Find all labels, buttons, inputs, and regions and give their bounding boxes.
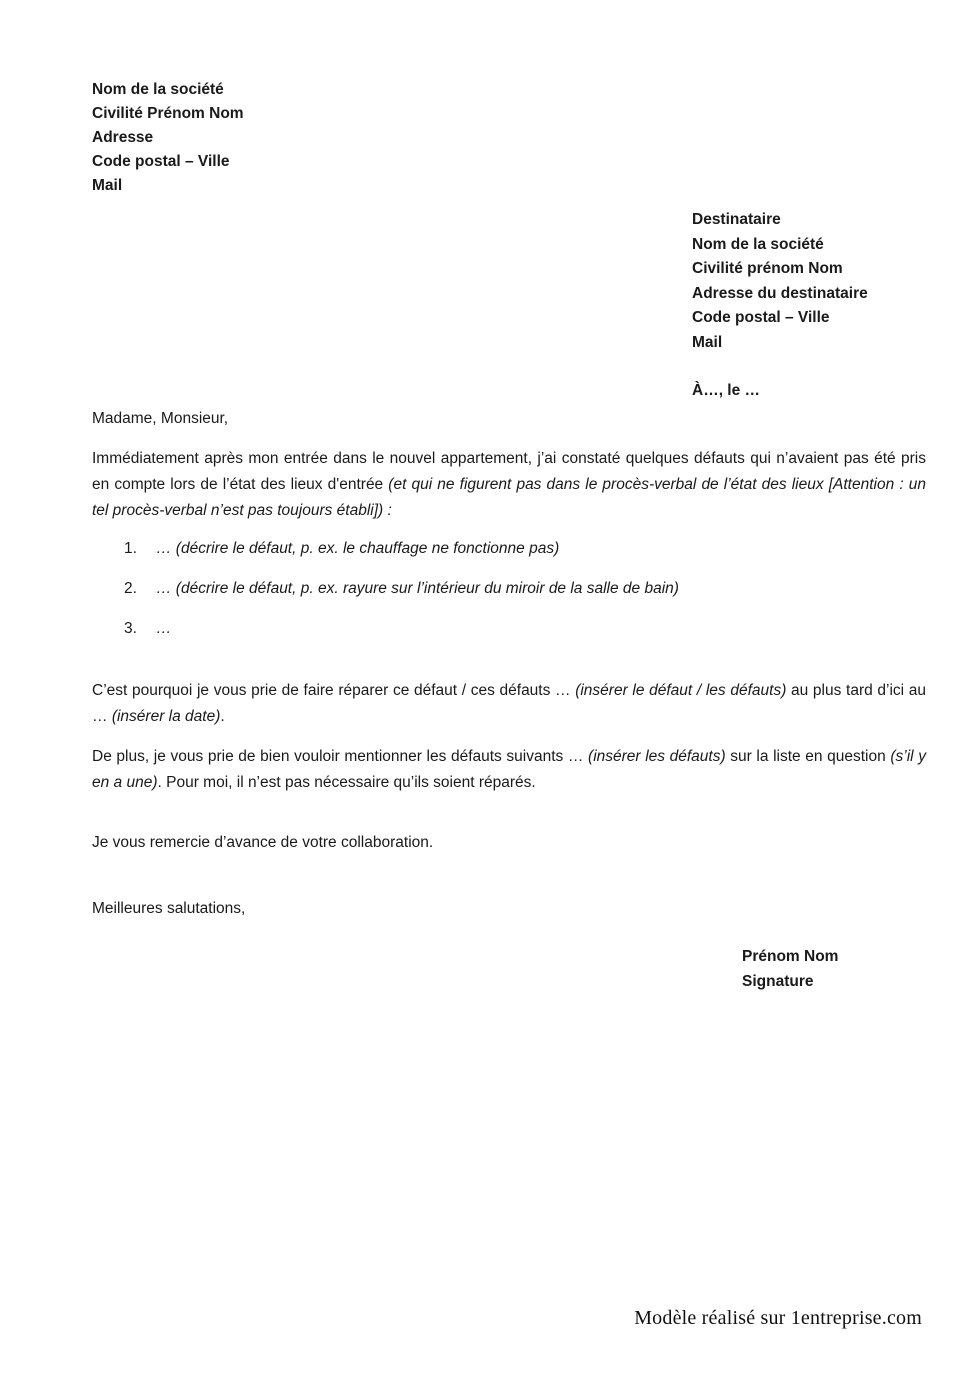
mention-plain-3: . Pour moi, il n’est pas nécessaire qu’ils soient réparés. [157,774,536,791]
place-and-date-line: À…, le … [692,382,761,399]
mention-italic-1: (insérer les défauts) [588,748,726,765]
sender-address-block [92,78,512,198]
recipient-line-company: Nom de la société [692,235,824,253]
list-item [92,536,926,562]
request-plain-1: C’est pourquoi je vous prie de faire réparer ce défaut / ces défauts … [92,682,576,699]
list-item-number: 1. [124,540,137,557]
salutation-line: Madame, Monsieur, [92,410,229,427]
recipient-line-postal-city: Code postal – Ville [692,309,830,326]
sender-line-name: Civilité Prénom Nom [92,105,244,122]
sender-line-mail: Mail [92,177,123,194]
list-item-number: 3. [124,620,137,637]
spacer [92,656,926,678]
request-italic-2: (insérer la date) [111,708,221,725]
intro-plain-text: Immédiatement après mon entrée dans le nouvel appartement, j’ai constaté quelques défauts qui n’avaient pas été pris en compte lors de l’état des lieux d'entrée [92,450,926,493]
footer-credit: Modèle réalisé sur 1entreprise.com [634,1307,922,1329]
mention-paragraph [92,744,926,796]
signature-label: Signature [742,972,814,990]
recipient-address-block [692,208,972,355]
mention-plain-2: sur la liste en question [725,748,891,765]
list-item-text: … (décrire le défaut, p. ex. rayure sur l’intérieur du miroir de la salle de bain) [156,580,679,597]
mention-plain-1: De plus, je vous prie de bien vouloir mentionner les défauts suivants … [92,748,589,765]
intro-paragraph [92,446,926,524]
request-plain-3: . [220,708,225,725]
spacer [92,856,926,896]
intro-italic-text: (et qui ne figurent pas dans le procès-verbal de l’état des lieux [Attention : un tel procès-verbal n’est pas toujours établi]) : [92,476,926,519]
list-item-number: 2. [124,580,137,597]
request-italic-1: (insérer le défaut / les défauts) [575,682,787,699]
mention-italic-2: (s’il y en a une) [92,748,926,791]
recipient-line-label: Destinataire [692,211,781,228]
recipient-line-name: Civilité prénom Nom [692,260,843,277]
defect-list [92,536,926,642]
list-item-text: … (décrire le défaut, p. ex. le chauffage ne fonctionne pas) [156,540,560,557]
request-plain-2: au plus tard d’ici au … [92,682,927,725]
letter-body [92,406,926,922]
recipient-line-address: Adresse du destinataire [692,284,868,302]
recipient-line-mail: Mail [692,333,723,351]
signature-block [742,945,972,994]
sender-line-company: Nom de la société [92,81,224,98]
spacer [92,796,926,830]
list-item [92,576,926,602]
list-item [92,616,926,642]
sender-line-address: Adresse [92,129,154,146]
closing-paragraph: Meilleures salutations, [92,900,246,917]
signature-name: Prénom Nom [742,948,839,965]
sender-line-postal-city: Code postal – Ville [92,153,230,170]
list-item-text: … [156,620,172,637]
spacer [92,730,926,744]
request-paragraph [92,678,926,730]
thanks-paragraph: Je vous remercie d’avance de votre collaboration. [92,834,434,851]
